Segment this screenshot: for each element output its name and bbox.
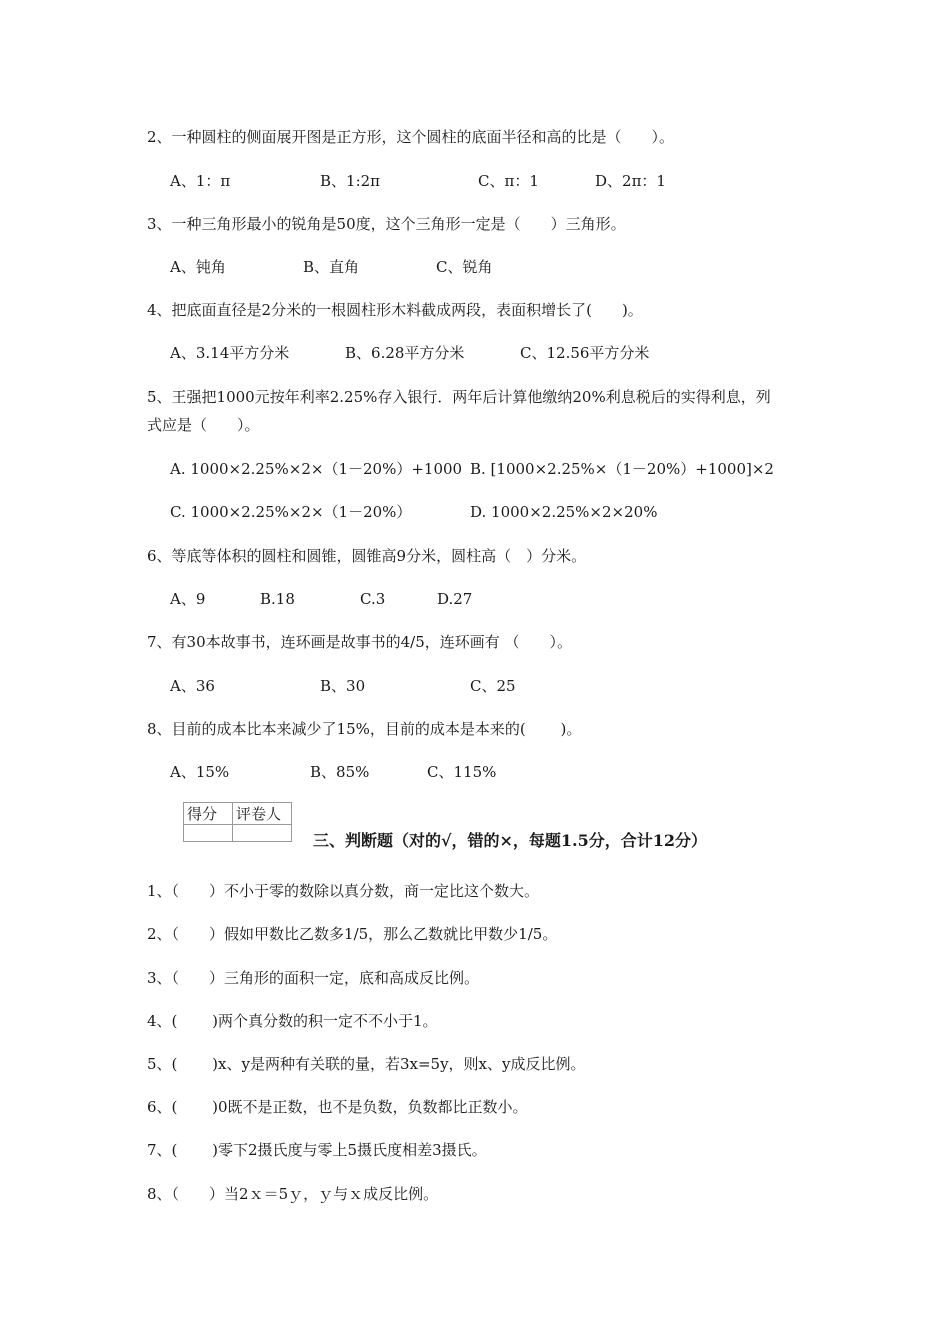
score-cell <box>184 825 233 842</box>
question-6: 6、等底等体积的圆柱和圆锥，圆锥高9分米，圆柱高（ ）分米。 <box>147 547 587 565</box>
option-a: A、15% <box>170 763 230 781</box>
option-b: B. [1000×2.25%×（1－20%）+1000]×2 <box>470 460 774 478</box>
option-d: D.27 <box>437 590 473 608</box>
section-3-title: 三、判断题（对的√，错的×，每题1.5分，合计12分） <box>313 831 708 850</box>
tf-question-6: 6、( )0既不是正数，也不是负数，负数都比正数小。 <box>147 1098 528 1116</box>
tf-question-5: 5、( )x、y是两种有关联的量，若3x=5y，则x、y成反比例。 <box>147 1055 586 1073</box>
option-b: B、6.28平方分米 <box>345 344 465 362</box>
option-b: B、直角 <box>303 258 360 276</box>
tf-question-3: 3、（ ）三角形的面积一定，底和高成反比例。 <box>147 969 480 987</box>
question-5-cont: 式应是（ ）。 <box>147 416 260 434</box>
option-a: A、36 <box>170 677 215 695</box>
tf-question-8: 8、（ ）当2ｘ＝5ｙ，ｙ与ｘ成反比例。 <box>147 1185 439 1203</box>
score-header: 得分 <box>184 803 233 825</box>
question-7: 7、有30本故事书，连环画是故事书的4/5，连环画有 （ ）。 <box>147 633 573 651</box>
option-c: C.3 <box>360 590 386 608</box>
grader-header: 评卷人 <box>233 803 292 825</box>
option-a: A、钝角 <box>170 258 226 276</box>
option-b: B、30 <box>320 677 366 695</box>
option-a: A、3.14平方分米 <box>170 344 290 362</box>
option-b: B、1:2π <box>320 172 381 190</box>
option-a: A、1：π <box>170 172 231 190</box>
option-a: A. 1000×2.25%×2×（1－20%）+1000 <box>170 460 463 478</box>
option-d: D. 1000×2.25%×2×20% <box>470 503 658 521</box>
option-c: C、115% <box>427 763 497 781</box>
question-4: 4、把底面直径是2分米的一根圆柱形木料截成两段，表面积增长了( )。 <box>147 301 643 319</box>
option-c: C、12.56平方分米 <box>520 344 650 362</box>
option-c: C. 1000×2.25%×2×（1－20%） <box>170 503 412 521</box>
option-b: B.18 <box>260 590 295 608</box>
tf-question-1: 1、（ ）不小于零的数除以真分数，商一定比这个数大。 <box>147 882 540 900</box>
tf-question-4: 4、( )两个真分数的积一定不不小于1。 <box>147 1012 438 1030</box>
question-3: 3、一种三角形最小的锐角是50度，这个三角形一定是（ ）三角形。 <box>147 215 626 233</box>
tf-question-2: 2、（ ）假如甲数比乙数多1/5，那么乙数就比甲数少1/5。 <box>147 925 558 943</box>
question-8: 8、目前的成本比本来减少了15%，目前的成本是本来的( )。 <box>147 720 582 738</box>
score-table <box>183 802 292 842</box>
tf-question-7: 7、( )零下2摄氏度与零上5摄氏度相差3摄氏。 <box>147 1141 487 1159</box>
option-b: B、85% <box>310 763 370 781</box>
option-c: C、25 <box>470 677 516 695</box>
option-c: C、锐角 <box>436 258 493 276</box>
grader-cell <box>233 825 292 842</box>
question-5: 5、王强把1000元按年利率2.25%存入银行．两年后计算他缴纳20%利息税后的实得利息，列 <box>147 388 771 406</box>
option-a: A、9 <box>170 590 206 608</box>
option-c: C、π：1 <box>478 172 539 190</box>
option-d: D、2π：1 <box>595 172 666 190</box>
question-2: 2、一种圆柱的侧面展开图是正方形，这个圆柱的底面半径和高的比是（ ）。 <box>147 128 675 146</box>
